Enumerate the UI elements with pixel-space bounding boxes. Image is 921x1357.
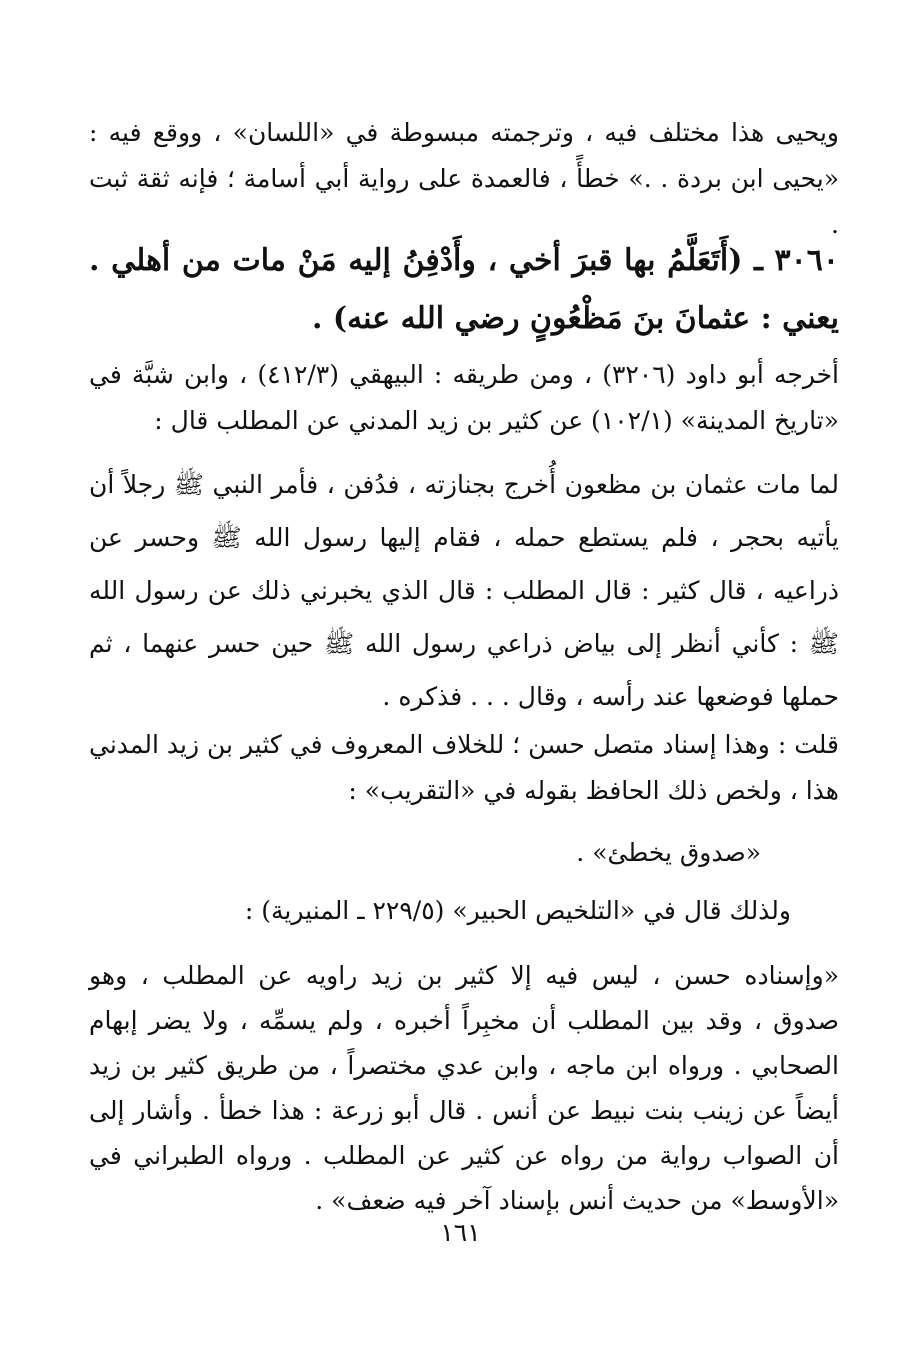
hadith-heading: ٣٠٦٠ ـ (أَتَعَلَّمُ بها قبرَ أخي ، وأَدْفِنُ إليه مَنْ مات من أهلي . يعني : عثمانَ بنَ مَظْعُونٍ رضي الله عنه) . bbox=[89, 243, 839, 336]
page-number: ١٦١ bbox=[440, 1218, 481, 1247]
comment-paragraph: قلت : وهذا إسناد متصل حسن ؛ للخلاف المعروف في كثير بن زيد المدني هذا ، ولخص ذلك الحافظ بقوله في «التقريب» : bbox=[89, 730, 839, 805]
intro-paragraph: ويحيى هذا مختلف فيه ، وترجمته مبسوطة في «اللسان» ، ووقع فيه : «يحيى ابن بردة . .» خطأً ، فالعمدة على رواية أبي أسامة ؛ فإنه ثقة ثبت . bbox=[89, 118, 839, 239]
takhrij-paragraph: أخرجه أبو داود (٣٢٠٦) ، ومن طريقه : البيهقي (٤١٢/٣) ، وابن شبَّة في «تاريخ المدينة» (١٠٢/١) عن كثير بن زيد المدني عن المطلب قال : bbox=[89, 360, 840, 435]
talkhis-intro: ولذلك قال في «التلخيص الحبير» (٢٢٩/٥ ـ المنيرية) : bbox=[244, 896, 791, 925]
taqrib-quote: «صدوق يخطئ» . bbox=[576, 838, 761, 867]
talkhis-quote: «وإسناده حسن ، ليس فيه إلا كثير بن زيد راويه عن المطلب ، وهو صدوق ، وقد بين المطلب أن مخبِراً أخبره ، ولم يسمِّه ، ولا يضر إبهام الصحابي . ورواه ابن ماجه ، وابن عدي مختصراً ، من طريق كثير بن زيد أيضاً عن زينب بنت نبيط عن أنس . قال أبو زرعة : هذا خطأ . وأشار إلى أن الصواب رواية من رواه عن كثير عن المطلب . ورواه الطبراني في «الأوسط» من حديث أنس بإسناد آخر فيه ضعف» . bbox=[89, 961, 839, 1215]
narration-paragraph: لما مات عثمان بن مظعون أُخرج بجنازته ، فدُفن ، فأمر النبي ﷺ رجلاً أن يأتيه بحجر ، فلم يستطع حمله ، فقام إليها رسول الله ﷺ وحسر عن ذراعيه ، قال كثير : قال المطلب : قال الذي يخبرني ذلك عن رسول الله ﷺ : كأني أنظر إلى بياض ذراعي رسول الله ﷺ حين حسر عنهما ، ثم حملها فوضعها عند رأسه ، وقال . . . فذكره . bbox=[89, 470, 839, 711]
